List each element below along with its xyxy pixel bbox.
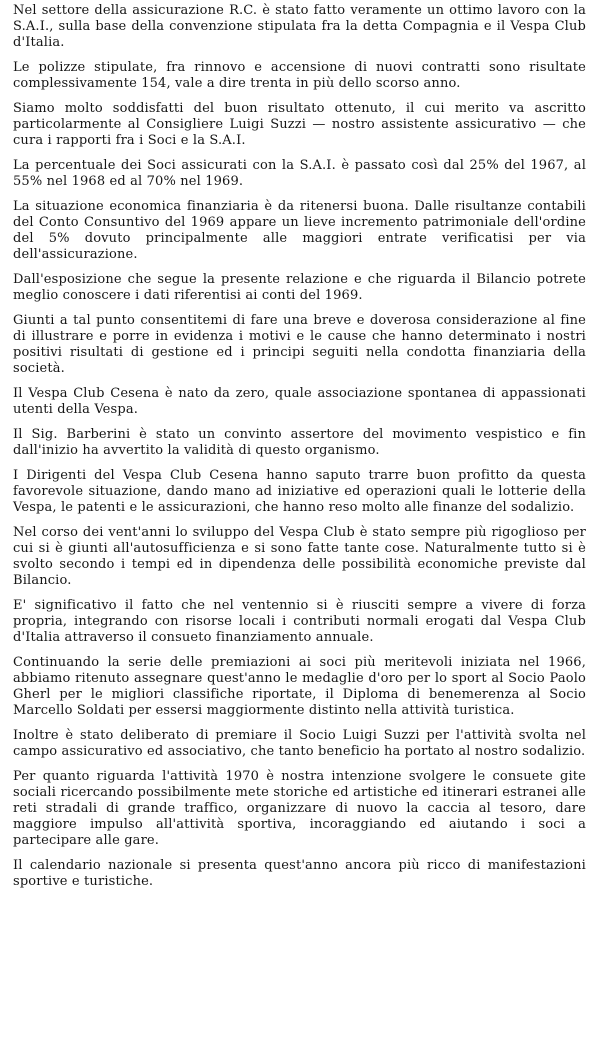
paragraph-calendario: Il calendario nazionale si presenta quest'anno ancora più ricco di manifestazioni sportive e turistiche. bbox=[13, 858, 586, 889]
paragraph-premiazioni: Continuando la serie delle premiazioni ai soci più meritevoli iniziata nel 1966, abbiamo ritenuto assegnare quest'anno le medaglie d'oro per lo sport al Socio Paolo Gherl per le migliori classifiche riportate, il Diploma di benemerenza al Socio Marcello Soldati per essersi maggiormente distinto nella attività turistica. bbox=[13, 655, 586, 718]
paragraph-percentuale-soci: La percentuale dei Soci assicurati con la S.A.I. è passato così dal 25% del 1967, al 55% nel 1968 ed al 70% nel 1969. bbox=[13, 158, 586, 189]
paragraph-attivita-1970: Per quanto riguarda l'attività 1970 è nostra intenzione svolgere le consuete gite sociali ricercando possibilmente mete storiche ed artistiche ed itinerari estranei alle reti stradali di grande traffico, organizzare di nuovo la caccia al tesoro, dare maggiore impulso all'attività sportiva, incoraggiando ed aiutando i soci a partecipare alle gare. bbox=[13, 769, 586, 848]
paragraph-esposizione-bilancio: Dall'esposizione che segue la presente relazione e che riguarda il Bilancio potrete meglio conoscere i dati riferentisi ai conti del 1969. bbox=[13, 272, 586, 303]
paragraph-dirigenti: I Dirigenti del Vespa Club Cesena hanno saputo trarre buon profitto da questa favorevole situazione, dando mano ad iniziative ed operazioni quali le lotterie della Vespa, le patenti e le assicurazioni, che hanno reso molto alle finanze del sodalizio. bbox=[13, 468, 586, 515]
paragraph-risultato-ottenuto: Siamo molto soddisfatti del buon risultato ottenuto, il cui merito va ascritto particolarmente al Consigliere Luigi Suzzi — nostro assistente assicurativo — che cura i rapporti fra i Soci e la S.A.I. bbox=[13, 101, 586, 148]
paragraph-sviluppo: Nel corso dei vent'anni lo sviluppo del Vespa Club è stato sempre più rigoglioso per cui si è giunti all'autosufficienza e si sono fatte tante cose. Naturalmente tutto si è svolto secondo i tempi ed in dipendenza delle possibilità economiche previste dal Bilancio. bbox=[13, 525, 586, 588]
paragraph-polizze-stipulate: Le polizze stipulate, fra rinnovo e accensione di nuovi contratti sono risultate complessivamente 154, vale a dire trenta in più dello scorso anno. bbox=[13, 60, 586, 91]
paragraph-premio-suzzi: Inoltre è stato deliberato di premiare il Socio Luigi Suzzi per l'attività svolta nel campo assicurativo ed associativo, che tanto beneficio ha portato al nostro sodalizio. bbox=[13, 728, 586, 759]
paragraph-origine-club: Il Vespa Club Cesena è nato da zero, quale associazione spontanea di appassionati utenti della Vespa. bbox=[13, 386, 586, 417]
paragraph-considerazione: Giunti a tal punto consentitemi di fare una breve e doverosa considerazione al fine di illustrare e porre in evidenza i motivi e le cause che hanno determinato i nostri positivi risultati di gestione ed i principi seguiti nella condotta finanziaria della società. bbox=[13, 313, 586, 376]
paragraph-barberini: Il Sig. Barberini è stato un convinto assertore del movimento vespistico e fin dall'inizio ha avvertito la validità di questo organismo. bbox=[13, 427, 586, 458]
paragraph-forza-propria: E' significativo il fatto che nel ventennio si è riusciti sempre a vivere di forza propria, integrando con risorse locali i contributi normali erogati dal Vespa Club d'Italia attraverso il consueto finanziamento annuale. bbox=[13, 598, 586, 645]
paragraph-assicurazione-rc: Nel settore della assicurazione R.C. è stato fatto veramente un ottimo lavoro con la S.A.I., sulla base della convenzione stipulata fra la detta Compagnia e il Vespa Club d'Italia. bbox=[13, 3, 586, 50]
paragraph-situazione-economica: La situazione economica finanziaria è da ritenersi buona. Dalle risultanze contabili del Conto Consuntivo del 1969 appare un lieve incremento patrimoniale dell'ordine del 5% dovuto principalmente alle maggiori entrate verificatisi per via dell'assicurazione. bbox=[13, 199, 586, 262]
